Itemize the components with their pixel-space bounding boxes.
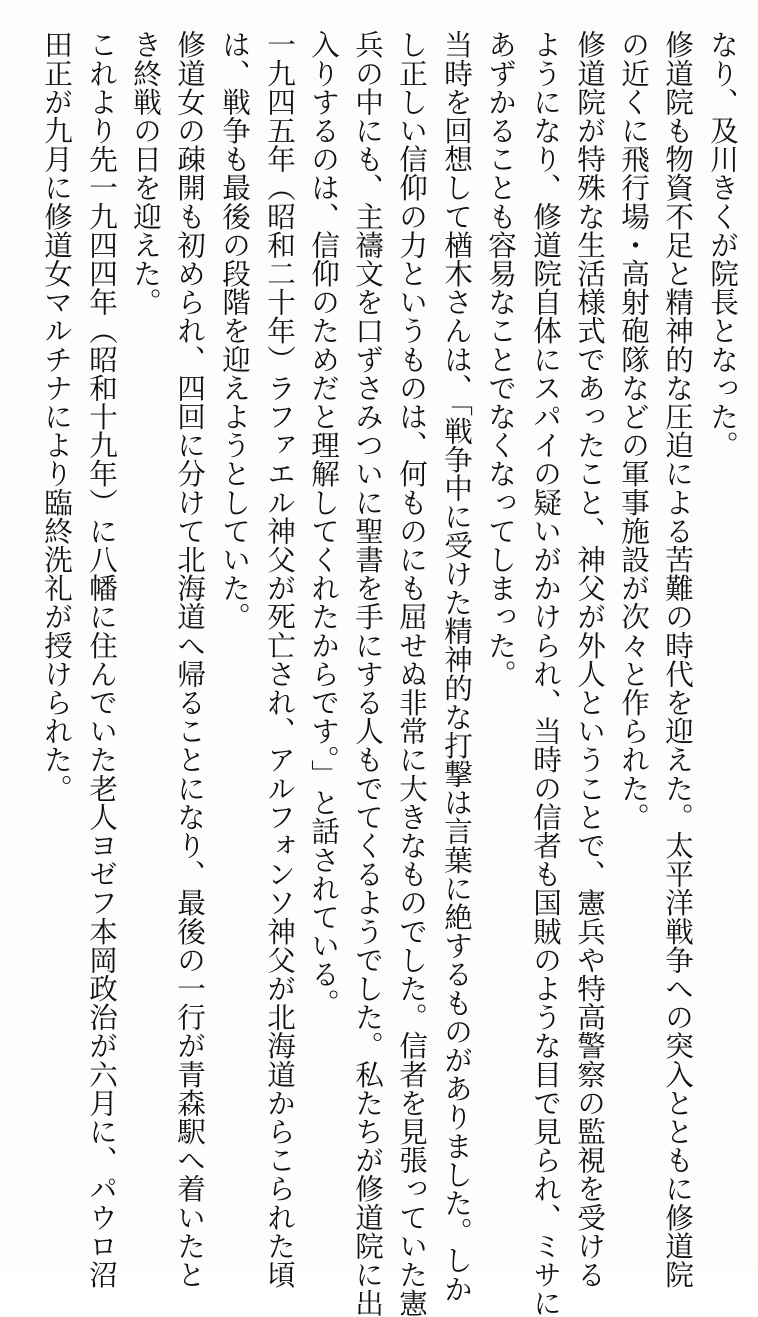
text-column-11: 一九四五年（昭和二十年）ラファエル神父が死亡され、アルフォンソ神父が北海道からこられた頃 [263, 30, 297, 1289]
text-column-7: 当時を回想して楢木さんは、「戦争中に受けた精神的な打撃は言葉に絶するものがありました。しか [440, 30, 474, 1303]
text-column-4: 修道院が特殊な生活様式であったこと、神父が外人ということで、憲兵や特高警察の監視を受ける [573, 30, 607, 1289]
text-column-5: ようになり、修道院自体にスパイの疑いがかけられ、当時の信者も国賊のような目で見られ、ミサに [529, 30, 563, 1317]
text-column-12: は、戦争も最後の段階を迎えようとしていた。 [218, 30, 252, 631]
text-column-6: あずかることも容易なことでなくなってしまった。 [484, 30, 518, 688]
text-column-10: 入りするのは、信仰のためだと理解してくれたからです。」と話されている。 [307, 30, 341, 1017]
text-column-15: これより先一九四四年（昭和十九年）に八幡に住んでいた老人ヨゼフ本岡政治が六月に、パウロ沼 [85, 30, 119, 1289]
text-column-16: 田正が九月に修道女マルチナにより臨終洗礼が授けられた。 [40, 30, 74, 803]
text-column-8: し正しい信仰の力というものは、何ものにも屈せぬ非常に大きなものでした。信者を見張っていた憲 [395, 30, 429, 1317]
text-column-1: なり、及川きくが院長となった。 [706, 30, 740, 459]
text-column-3: の近くに飛行場・高射砲隊などの軍事施設が次々と作られた。 [617, 30, 651, 831]
text-column-9: 兵の中にも、主禱文を口ずさみついに聖書を手にする人もでてくるようでした。私たちが修道院に出 [351, 30, 385, 1317]
text-column-14: き終戦の日を迎えた。 [129, 30, 163, 316]
text-column-13: 修道女の疎開も初められ、四回に分けて北海道へ帰ることになり、最後の一行が青森駅へ着いたと [173, 30, 207, 1289]
text-column-2: 修道院も物資不足と精神的な圧迫による苦難の時代を迎えた。太平洋戦争への突入とともに修道院 [661, 30, 695, 1289]
